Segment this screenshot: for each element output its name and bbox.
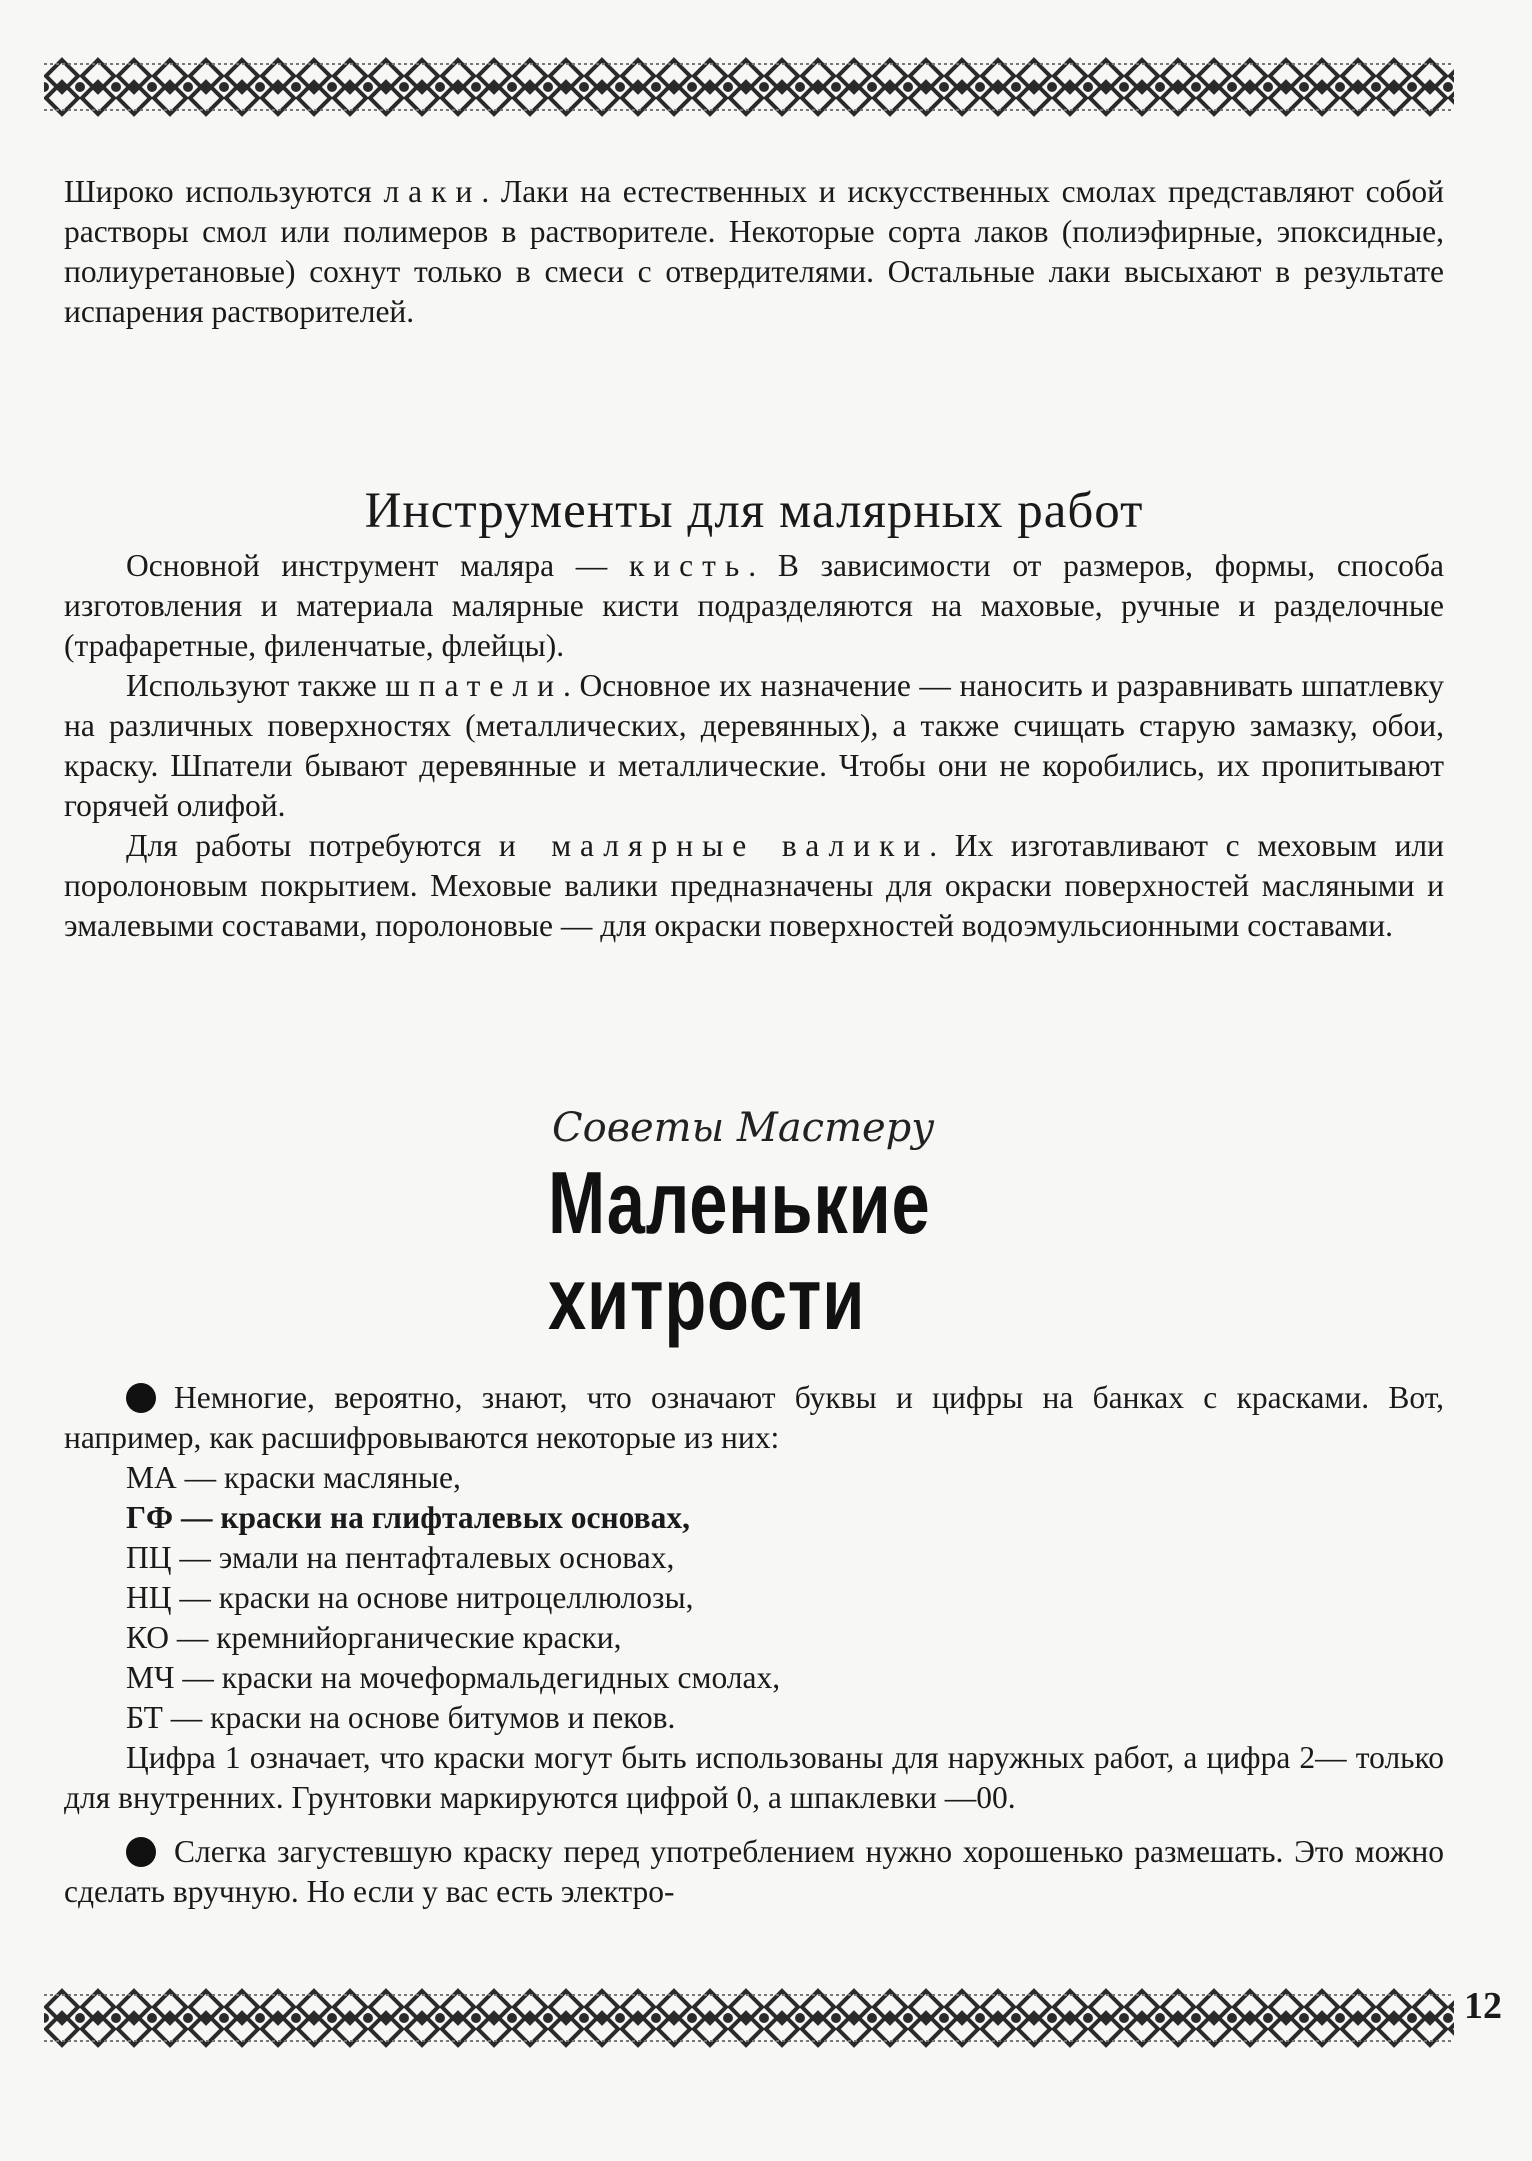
text-run: . В зависимости от размеров, формы, способа изготовления и материала малярные кисти подразделяются на маховые, ручные и разделочные (трафаретные, филенчатые, флейцы). [64,548,1444,663]
tip-paint-codes [64,1378,1444,1458]
spaced-term: лаки [383,174,482,209]
spaced-term: и малярные валики [498,828,930,863]
text-run: Немногие, вероятно, знают, что означают буквы и цифры на банках с красками. Вот, например, как расшифровываются некоторые из них: [64,1380,1444,1455]
bullet-icon [126,1383,156,1413]
ornament-pattern [44,56,1454,118]
list-item: ГФ — краски на глифталевых основах, [126,1500,691,1535]
list-item: БТ — краски на основе битумов и пеков. [126,1700,676,1735]
list-item: ПЦ — эмали на пентафталевых основах, [126,1540,675,1575]
list-item: КО — кремнийорганические краски, [126,1620,622,1655]
list-item: НЦ — краски на основе нитроцеллюлозы, [126,1580,694,1615]
paragraph-brushes [64,546,1444,666]
text-run: Используют также [126,668,386,703]
list-item: МЧ — краски на мочеформальдегидных смолах, [126,1660,781,1695]
tip-thickened-paint [64,1832,1444,1912]
rubric-title [548,1155,930,1347]
ornament-pattern [44,1987,1454,2049]
spaced-term: кисть [628,548,749,583]
spaced-term: шпатели [385,668,563,703]
tips-section [64,1378,1444,1912]
text-run: Для работы потребуются [126,828,499,863]
tools-section [64,546,1444,946]
text-run: Слегка загустевшую краску перед употреблением нужно хорошенько размешать. Это можно сделать вручную. Но если у вас есть электро- [64,1834,1444,1909]
text-run: Основной инструмент маляра — [126,548,629,583]
ornament-border-bottom [44,1987,1454,2049]
ornament-border-top [44,56,1454,118]
text-run: . Их изготавливают с меховым или поролоновым покрытием. Меховые валики предназначены для окраски поверхностей масляными и эмалевыми составами, поролоновые — для окраски поверхностей водоэмульсионными составами. [64,828,1445,943]
page-number: 12 [1464,1985,1502,2027]
rubric-title-line: хитрости [548,1249,866,1348]
paragraph-digit-meaning: Цифра 1 означает, что краски могут быть использованы для наружных работ, а цифра 2— только для внутренних. Грунтовки маркируются цифрой 0, а шпаклевки —00. [64,1740,1444,1815]
text-run: . Основное их назначение — наносить и разравнивать шпатлевку на различных поверхностях (металлических, деревянных), а также счищать старую замазку, обои, краску. Шпатели бывают деревянные и металлические. Чтобы они не коробились, их пропитывают горячей олифой. [64,668,1445,823]
section-heading: Инструменты для малярных работ [364,483,1144,540]
rubric-title-line: Маленькие [548,1153,931,1252]
text-run: . Лаки на естественных и искусственных смолах представляют собой растворы смол или полимеров в растворителе. Некоторые сорта лаков (полиэфирные, эпоксидные, полиуретановые) сохнут только в смеси с отвердителями. Остальные лаки высыхают в результате испарения растворителей. [64,174,1444,329]
text-run: Широко используются [64,174,384,209]
paragraph-lacquers [64,172,1444,332]
rubric-script-label: Советы Мастеру [552,1105,935,1151]
paragraph-rollers [64,826,1444,946]
bullet-icon [126,1837,156,1867]
paragraph-spatulas [64,666,1444,826]
list-item: МА — краски масляные, [126,1460,461,1495]
paint-code-list [64,1458,1444,1738]
